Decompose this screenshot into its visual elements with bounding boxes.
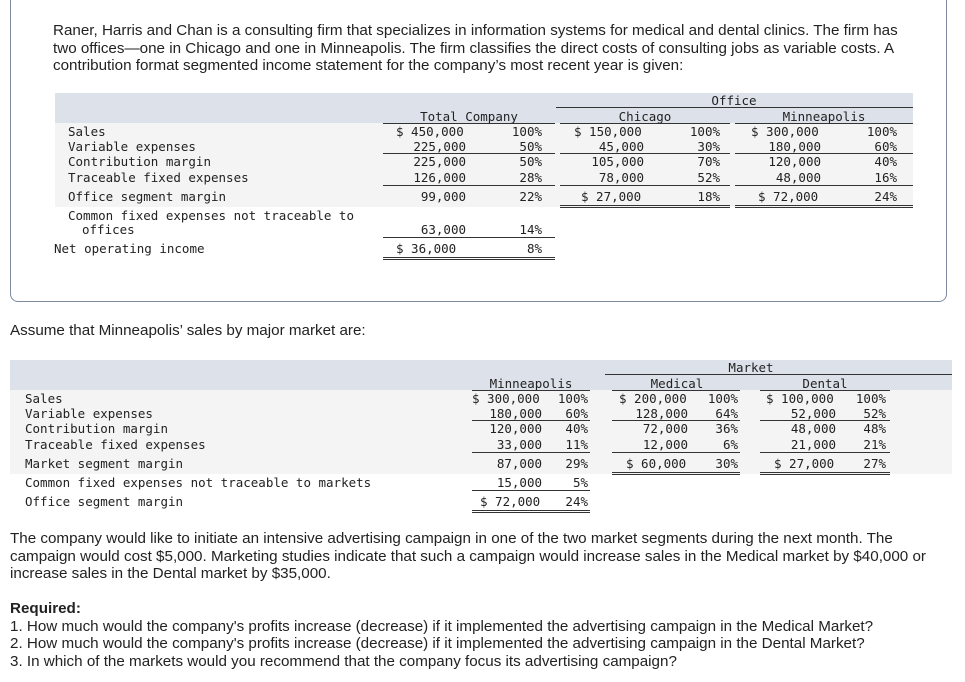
office-group-header: Office [711, 93, 757, 108]
rule [735, 185, 913, 186]
mkt-minneapolis-office-pct: 24% [565, 494, 588, 509]
assume-text: Assume that Minneapolis’ sales by major market are: [10, 322, 366, 339]
rule [560, 123, 730, 124]
chicago-traceable-pct: 52% [697, 170, 720, 185]
double-rule [760, 472, 890, 475]
chicago-contribution-pct: 70% [697, 154, 720, 169]
double-rule [472, 510, 590, 513]
double-rule [383, 257, 555, 260]
minneapolis-traceable: 48,000 [775, 170, 821, 185]
row-label-office-segment-margin: Office segment margin [68, 189, 227, 204]
mkt-minneapolis-common-pct: 5% [572, 475, 588, 490]
dental-segment-pct: 27% [863, 456, 886, 471]
rule [472, 452, 590, 453]
rule [472, 390, 590, 391]
minneapolis-segment-margin: $ 72,000 [758, 189, 819, 204]
row-label-market-segment-margin: Market segment margin [25, 456, 184, 471]
medical-segment-margin: $ 60,000 [626, 456, 687, 471]
mkt-minneapolis-sales: $ 300,000 [472, 391, 540, 406]
row-label-net-operating-income: Net operating income [54, 241, 205, 256]
row-label-variable-expenses: Variable expenses [25, 406, 153, 421]
minneapolis-contribution: 120,000 [768, 154, 821, 169]
intro-paragraph: Raner, Harris and Chan is a consulting firm that specializes in information systems for medical and dental clinics. The firm has two offices—one in Chicago and one in Minneapolis. The firm classifies the direct costs of consulting jobs as variable costs. A contribution format segmented income statement for the company’s most recent year is given: [53, 22, 898, 74]
dental-sales: $ 100,000 [766, 391, 834, 406]
rule [760, 420, 890, 421]
minneapolis-variable: 180,000 [768, 139, 821, 154]
dental-variable: 52,000 [790, 406, 836, 421]
row-label-sales: Sales [68, 124, 106, 139]
row-label-traceable-fixed: Traceable fixed expenses [68, 170, 249, 185]
medical-traceable-pct: 6% [722, 437, 738, 452]
required-item-3: 3. In which of the markets would you recommend that the company focus its advertising campaign? [10, 652, 677, 670]
chicago-segment-margin-pct: 18% [697, 189, 720, 204]
rule [612, 452, 740, 453]
rule [383, 123, 555, 124]
mkt-minneapolis-sales-pct: 100% [557, 391, 588, 406]
double-rule [560, 205, 730, 208]
market-group-rule [605, 374, 952, 375]
dental-segment-margin: $ 27,000 [774, 456, 835, 471]
rule [383, 153, 555, 154]
required-section [10, 600, 955, 670]
mkt-minneapolis-contribution-pct: 40% [565, 421, 588, 436]
minneapolis-contribution-pct: 40% [874, 154, 897, 169]
mkt-minneapolis-variable: 180,000 [489, 406, 542, 421]
medical-variable-pct: 64% [715, 406, 738, 421]
mkt-minneapolis-contribution: 120,000 [489, 421, 542, 436]
medical-segment-pct: 30% [715, 456, 738, 471]
medical-sales: $ 200,000 [619, 391, 687, 406]
total-traceable-pct: 28% [519, 170, 542, 185]
dental-contribution-pct: 48% [863, 421, 886, 436]
double-rule [735, 205, 913, 208]
total-common-fixed-pct: 14% [519, 222, 542, 237]
rule [735, 153, 913, 154]
minneapolis-market-header: Minneapolis [489, 376, 573, 391]
medical-header: Medical [650, 376, 704, 391]
mkt-minneapolis-common-fixed: 15,000 [496, 475, 542, 490]
mkt-minneapolis-traceable-pct: 11% [565, 437, 588, 452]
office-group-rule [556, 107, 913, 108]
dental-header: Dental [802, 376, 848, 391]
required-title: Required: [10, 600, 81, 617]
dental-contribution: 48,000 [790, 421, 836, 436]
medical-contribution: 72,000 [642, 421, 688, 436]
total-segment-margin: 99,000 [420, 189, 466, 204]
mkt-minneapolis-segment-pct: 29% [565, 456, 588, 471]
row-label-contribution-margin: Contribution margin [68, 154, 211, 169]
chicago-header: Chicago [618, 109, 672, 124]
total-sales-pct: 100% [511, 124, 542, 139]
total-net-operating-income: $ 36,000 [396, 241, 457, 256]
minneapolis-sales-pct: 100% [866, 124, 897, 139]
minneapolis-header: Minneapolis [782, 109, 866, 124]
rule [760, 390, 890, 391]
total-traceable: 126,000 [413, 170, 466, 185]
rule [472, 420, 590, 421]
mkt-minneapolis-segment-margin: 87,000 [496, 456, 542, 471]
row-label-traceable-fixed: Traceable fixed expenses [25, 437, 206, 452]
minneapolis-sales: $ 300,000 [751, 124, 819, 139]
mkt-minneapolis-variable-pct: 60% [565, 406, 588, 421]
chicago-traceable: 78,000 [598, 170, 644, 185]
minneapolis-segment-margin-pct: 24% [874, 189, 897, 204]
total-noi-pct: 8% [526, 241, 542, 256]
required-item-2: 2. How much would the company's profits increase (decrease) if it implemented the advertising campaign in the Dental Market? [10, 635, 865, 652]
required-item-1: 1. How much would the company's profits increase (decrease) if it implemented the advertising campaign in the Medical Market? [10, 617, 874, 635]
row-label-variable-expenses: Variable expenses [68, 139, 196, 154]
total-segment-margin-pct: 22% [519, 189, 542, 204]
minneapolis-traceable-pct: 16% [874, 170, 897, 185]
row-label-common-fixed-markets: Common fixed expenses not traceable to markets [25, 475, 372, 490]
chicago-contribution: 105,000 [591, 154, 644, 169]
rule [612, 420, 740, 421]
double-rule [612, 472, 740, 475]
total-contribution: 225,000 [413, 154, 466, 169]
total-company-header: Total Company [420, 109, 518, 124]
chicago-segment-margin: $ 27,000 [581, 189, 642, 204]
rule [735, 123, 913, 124]
rule [560, 153, 730, 154]
row-label-common-fixed-2: offices [82, 222, 135, 237]
chicago-sales-pct: 100% [689, 124, 720, 139]
rule [560, 185, 730, 186]
mkt-minneapolis-traceable: 33,000 [496, 437, 542, 452]
total-sales: $ 450,000 [396, 124, 464, 139]
rule [472, 490, 590, 491]
medical-variable: 128,000 [635, 406, 688, 421]
medical-sales-pct: 100% [707, 391, 738, 406]
total-variable-pct: 50% [519, 139, 542, 154]
row-label-common-fixed-1: Common fixed expenses not traceable to [68, 208, 354, 223]
row-label-contribution-margin: Contribution margin [25, 421, 168, 436]
total-contribution-pct: 50% [519, 154, 542, 169]
total-variable: 225,000 [413, 139, 466, 154]
dental-sales-pct: 100% [855, 391, 886, 406]
chicago-variable-pct: 30% [697, 139, 720, 154]
row-label-office-segment-margin: Office segment margin [25, 494, 184, 509]
total-common-fixed: 63,000 [420, 222, 466, 237]
market-group-header: Market [728, 360, 774, 375]
chicago-variable: 45,000 [598, 139, 644, 154]
dental-variable-pct: 52% [863, 406, 886, 421]
medical-traceable: 12,000 [642, 437, 688, 452]
campaign-paragraph: The company would like to initiate an intensive advertising campaign in one of the two market segments during the next month. The campaign would cost $5,000. Marketing studies indicate that such a campaign would increase sales in the Medical market by $40,000 or increase sales in the Dental market by $35,000. [10, 530, 926, 582]
dental-traceable: 21,000 [790, 437, 836, 452]
rule [612, 390, 740, 391]
rule [383, 185, 555, 186]
rule [760, 452, 890, 453]
minneapolis-variable-pct: 60% [874, 139, 897, 154]
medical-contribution-pct: 36% [715, 421, 738, 436]
mkt-minneapolis-office-margin: $ 72,000 [480, 494, 541, 509]
rule [383, 237, 555, 238]
chicago-sales: $ 150,000 [574, 124, 642, 139]
row-label-sales: Sales [25, 391, 63, 406]
dental-traceable-pct: 21% [863, 437, 886, 452]
